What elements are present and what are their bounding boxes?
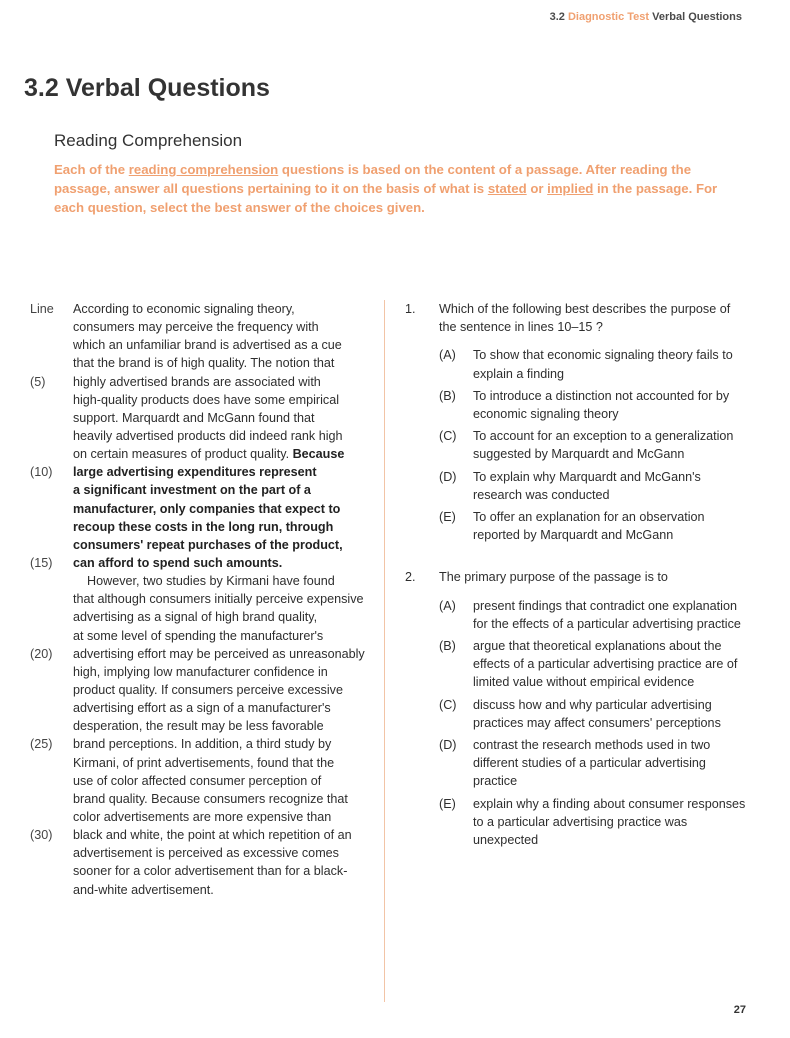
line-text (73, 318, 319, 336)
line-text (73, 463, 317, 481)
choice-label: (E) (439, 796, 456, 811)
answer-choice (405, 508, 750, 544)
line-text (73, 681, 343, 699)
passage-line (30, 373, 370, 391)
choice-label: (B) (439, 639, 456, 654)
line-plain-text: color advertisements are more expensive than (73, 809, 332, 824)
choice-label: (C) (439, 429, 457, 444)
line-plain-text: According to economic signaling theory, (73, 302, 295, 316)
line-plain-text: support. Marquardt and McGann found that (73, 410, 315, 425)
line-plain-text: that although consumers initially perceive expensive (73, 592, 364, 607)
line-plain-text: use of color affected consumer perception of (73, 773, 322, 788)
column-divider (384, 300, 385, 1002)
line-text (73, 445, 344, 463)
line-text (73, 481, 311, 499)
line-plain-text: high-quality products does have some empirical (73, 392, 340, 407)
question-stem: Which of the following best describes the purpose of the sentence in lines 10–15 ? (439, 302, 731, 335)
line-plain-text: Kirmani, of print advertisements, found that the (73, 755, 335, 770)
line-plain-text: heavily advertised products did indeed rank high (73, 428, 343, 443)
passage-line (30, 717, 370, 735)
line-plain-text: advertising effort may be perceived as unreasonably (73, 646, 365, 661)
passage-line (30, 445, 370, 463)
passage-line (30, 627, 370, 645)
choice-text: explain why a finding about consumer responses to a particular advertising practice was unexpected (473, 796, 746, 848)
choice-label: (B) (439, 388, 456, 403)
line-plain-text: on certain measures of product quality. (73, 447, 293, 462)
line-text (73, 391, 339, 409)
line-text (73, 300, 295, 318)
line-bold-text: a significant investment on the part of a (73, 483, 311, 498)
line-plain-text: sooner for a color advertisement than for a black- (73, 864, 348, 879)
passage-line (30, 699, 370, 717)
question-number: 1. (405, 302, 416, 316)
passage-line (30, 608, 370, 626)
line-text (73, 735, 331, 753)
passage-line (30, 663, 370, 681)
line-text (73, 844, 339, 862)
passage-line (30, 554, 370, 572)
line-text (73, 536, 343, 554)
line-text (73, 754, 334, 772)
line-number: (30) (30, 828, 53, 843)
questions (405, 300, 750, 853)
instructions-text-1: Each of the (54, 162, 129, 177)
choice-text: discuss how and why particular advertising practices may affect consumers' perceptions (473, 697, 721, 730)
line-number: (15) (30, 555, 53, 570)
line-text (73, 663, 328, 681)
line-plain-text: high, implying low manufacturer confidence in (73, 664, 328, 679)
line-text (73, 645, 365, 663)
line-text (73, 518, 333, 536)
passage-line (30, 300, 370, 318)
subsection-title: Reading Comprehension (54, 131, 243, 150)
line-plain-text: advertising as a signal of high brand quality, (73, 610, 318, 625)
line-plain-text: advertisement is perceived as excessive comes (73, 846, 339, 861)
instructions-underline-1: reading comprehension (128, 162, 279, 177)
line-text (73, 826, 352, 844)
line-text (73, 881, 214, 899)
line-text (73, 373, 321, 391)
passage-line (30, 772, 370, 790)
answer-choice (405, 736, 750, 791)
choice-text: To account for an exception to a generalization suggested by Marquardt and McGann (473, 429, 734, 462)
line-plain-text: which an unfamiliar brand is advertised as a cue (73, 338, 342, 353)
choice-text: To offer an explanation for an observation reported by Marquardt and McGann (473, 510, 705, 543)
passage-line (30, 590, 370, 608)
line-bold-text: recoup these costs in the long run, through (73, 519, 334, 534)
line-bold-text: can afford to spend such amounts. (73, 555, 283, 570)
line-bold-text: large advertising expenditures represent (73, 465, 317, 480)
line-bold-text: Because (292, 447, 345, 462)
choice-text: contrast the research methods used in two different studies of a particular advertising practice (473, 738, 711, 789)
passage-line (30, 354, 370, 372)
passage-line (30, 336, 370, 354)
line-text (73, 790, 348, 808)
line-text (73, 627, 323, 645)
passage (30, 300, 370, 899)
choice-text: present findings that contradict one explanation for the effects of a particular advertising practice (473, 598, 741, 631)
line-plain-text: highly advertised brands are associated with (73, 374, 321, 389)
line-plain-text: advertising effort as a sign of a manufacturer's (73, 701, 331, 716)
passage-line (30, 862, 370, 880)
answer-choice (405, 346, 750, 382)
line-plain-text: black and white, the point at which repetition of an (73, 828, 352, 843)
line-plain-text: brand quality. Because consumers recognize that (73, 791, 348, 806)
answer-choices (405, 346, 750, 544)
passage-line (30, 735, 370, 753)
instructions (54, 160, 749, 217)
passage-line (30, 318, 370, 336)
line-number: Line (30, 302, 54, 316)
passage-line (30, 754, 370, 772)
instructions-underline-2: stated (487, 181, 527, 196)
line-plain-text: that the brand is of high quality. The notion that (73, 356, 335, 371)
passage-line (30, 844, 370, 862)
passage-line (30, 391, 370, 409)
line-text (73, 862, 347, 880)
line-number: (20) (30, 646, 53, 661)
line-number: (25) (30, 737, 53, 752)
passage-line (30, 463, 370, 481)
passage-line (30, 500, 370, 518)
choice-text: argue that theoretical explanations about the effects of a particular advertising practice are of limited value without empirical evidence (473, 639, 738, 690)
line-text (73, 772, 321, 790)
answer-choice (405, 795, 750, 850)
header-section-number: 3.2 (549, 11, 565, 23)
line-plain-text: brand perceptions. In addition, a third study by (73, 737, 332, 752)
line-text (73, 427, 343, 445)
passage-line (30, 881, 370, 899)
passage-line (30, 427, 370, 445)
choice-label: (A) (439, 348, 456, 363)
line-text (73, 608, 317, 626)
instructions-text-3: or (526, 181, 548, 196)
answer-choice (405, 597, 750, 633)
passage-line (30, 481, 370, 499)
header-section-topic: Verbal Questions (652, 11, 742, 23)
question-number: 2. (405, 570, 416, 585)
header-section-label: Diagnostic Test (567, 11, 650, 23)
passage-line (30, 790, 370, 808)
running-header (550, 11, 742, 23)
question (405, 300, 750, 544)
line-plain-text: product quality. If consumers perceive excessive (73, 682, 343, 697)
line-text (73, 717, 324, 735)
line-text (73, 409, 315, 427)
choice-label: (D) (439, 469, 457, 484)
line-number: (10) (30, 465, 53, 480)
passage-line (30, 572, 370, 590)
answer-choice (405, 637, 750, 692)
line-plain-text: desperation, the result may be less favorable (73, 719, 324, 734)
passage-line (30, 681, 370, 699)
passage-line (30, 808, 370, 826)
instructions-text-2: questions is based on the content of a passage. After reading the passage, answer all questions pertaining to it on the basis of what is (54, 162, 692, 196)
choice-text: To explain why Marquardt and McGann's research was conducted (473, 469, 701, 502)
line-text (73, 572, 335, 590)
line-plain-text: and-white advertisement. (73, 882, 214, 897)
page-number: 27 (733, 1004, 746, 1016)
instructions-underline-3: implied (547, 181, 594, 196)
line-text (73, 336, 342, 354)
line-text (73, 554, 282, 572)
choice-label: (D) (439, 738, 457, 753)
line-text (73, 354, 334, 372)
question (405, 568, 750, 849)
passage-line (30, 645, 370, 663)
instructions-text-4: in the passage. For each question, select the best answer of the choices given. (54, 181, 718, 215)
choice-text: To show that economic signaling theory fails to explain a finding (473, 348, 733, 381)
line-text (73, 808, 331, 826)
page-title: 3.2 Verbal Questions (24, 74, 270, 102)
answer-choice (405, 696, 750, 732)
passage-line (30, 518, 370, 536)
line-text (73, 500, 340, 518)
line-plain-text: consumers may perceive the frequency with (73, 320, 319, 335)
choice-label: (C) (439, 697, 457, 712)
answer-choice (405, 468, 750, 504)
passage-line (30, 409, 370, 427)
line-text (73, 699, 331, 717)
passage-line (30, 536, 370, 554)
answer-choice (405, 427, 750, 463)
answer-choice (405, 387, 750, 423)
passage-line (30, 826, 370, 844)
answer-choices (405, 597, 750, 850)
choice-text: To introduce a distinction not accounted for by economic signaling theory (473, 388, 730, 422)
line-plain-text: However, two studies by Kirmani have found (87, 574, 335, 589)
choice-label: (E) (439, 510, 456, 525)
line-number: (5) (30, 374, 46, 389)
line-bold-text: consumers' repeat purchases of the product, (73, 537, 343, 552)
line-plain-text: at some level of spending the manufacturer's (73, 628, 324, 643)
line-bold-text: manufacturer, only companies that expect to (73, 501, 341, 516)
choice-label: (A) (439, 598, 456, 613)
question-stem: The primary purpose of the passage is to (439, 570, 668, 585)
line-text (73, 590, 364, 608)
